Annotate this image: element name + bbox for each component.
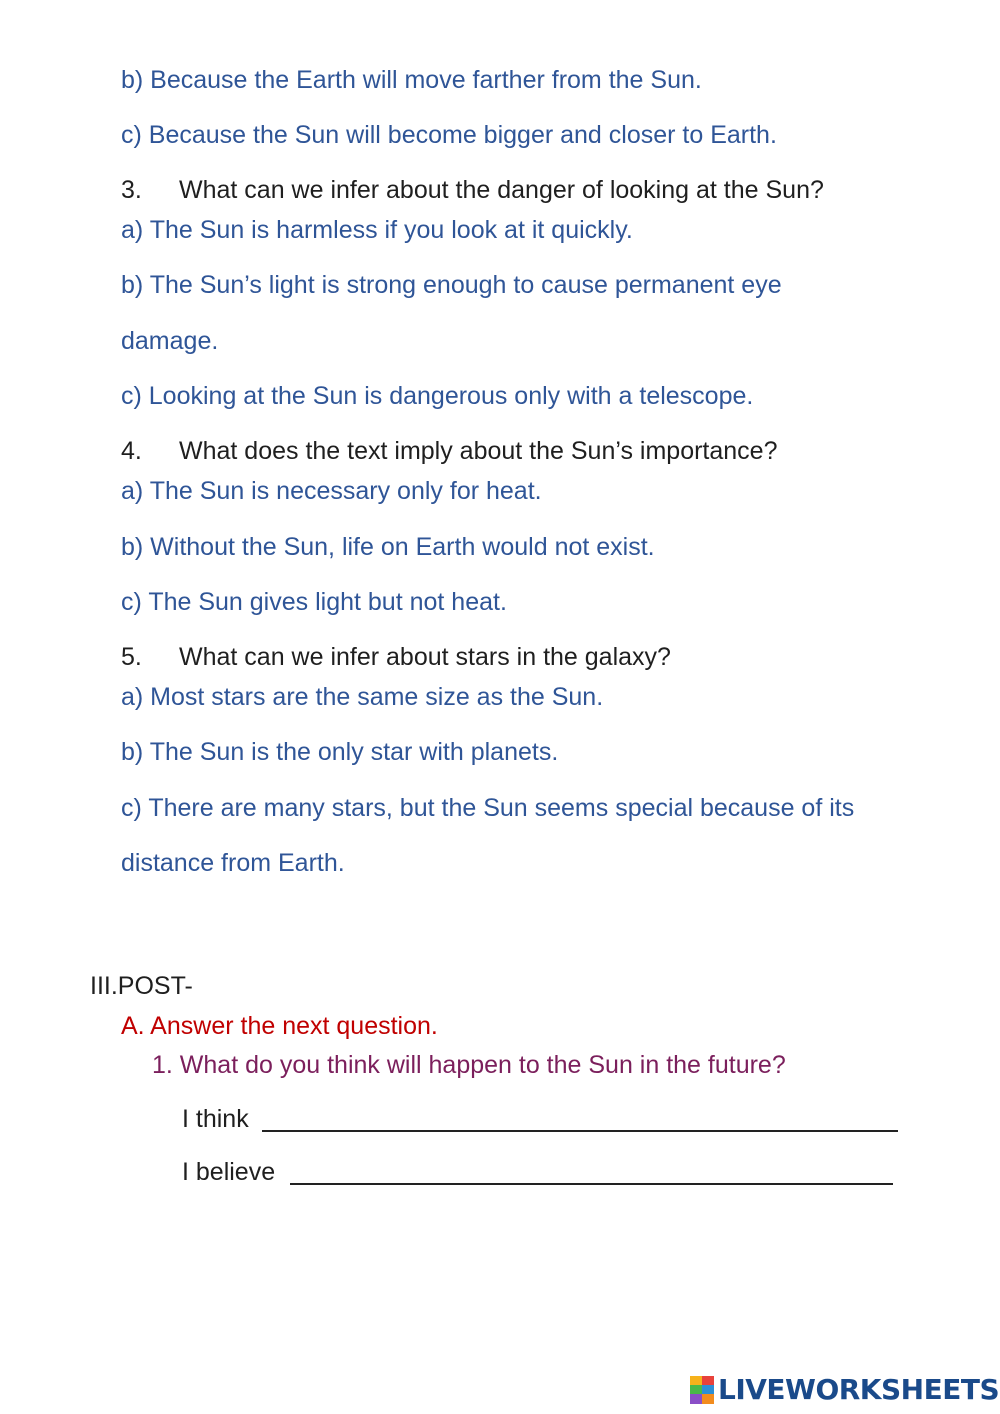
q2-option-c: c) Because the Sun will become bigger and closer to Earth.: [121, 121, 777, 149]
q4-option-c: c) The Sun gives light but not heat.: [121, 588, 507, 616]
q3-number: 3.: [121, 176, 142, 204]
answer-blank-believe[interactable]: [290, 1183, 893, 1185]
section-a-heading: A. Answer the next question.: [121, 1012, 438, 1040]
q5-option-b: b) The Sun is the only star with planets.: [121, 738, 559, 766]
prompt-i-think: I think: [182, 1105, 249, 1133]
post-heading: III.POST-: [90, 972, 193, 1000]
liveworksheets-logo: [690, 1372, 999, 1408]
q5-option-c-line1: c) There are many stars, but the Sun seems special because of its: [121, 794, 855, 822]
q5-text: What can we infer about stars in the galaxy?: [179, 643, 671, 671]
q3-option-b-line1: b) The Sun’s light is strong enough to cause permanent eye: [121, 271, 782, 299]
q3-option-a: a) The Sun is harmless if you look at it quickly.: [121, 216, 633, 244]
answer-blank-think[interactable]: [262, 1130, 898, 1132]
q4-option-a: a) The Sun is necessary only for heat.: [121, 477, 542, 505]
liveworksheets-logo-icon: [690, 1376, 714, 1404]
q4-text: What does the text imply about the Sun’s importance?: [179, 437, 778, 465]
q5-number: 5.: [121, 643, 142, 671]
q3-text: What can we infer about the danger of looking at the Sun?: [179, 176, 824, 204]
q4-number: 4.: [121, 437, 142, 465]
q5-question: [121, 641, 671, 673]
prompt-i-believe: I believe: [182, 1158, 276, 1186]
q4-option-b: b) Without the Sun, life on Earth would not exist.: [121, 533, 655, 561]
logo-text: LIVEWORKSHEETS: [718, 1373, 1000, 1406]
q3-option-c: c) Looking at the Sun is dangerous only with a telescope.: [121, 382, 754, 410]
q2-option-b: b) Because the Earth will move farther from the Sun.: [121, 66, 702, 94]
q5-option-a: a) Most stars are the same size as the Sun.: [121, 683, 604, 711]
post-question-1: 1. What do you think will happen to the Sun in the future?: [152, 1051, 786, 1079]
q3-question: [121, 174, 824, 206]
q5-option-c-line2: distance from Earth.: [121, 849, 345, 877]
q4-question: [121, 435, 778, 467]
q3-option-b-line2: damage.: [121, 327, 219, 355]
